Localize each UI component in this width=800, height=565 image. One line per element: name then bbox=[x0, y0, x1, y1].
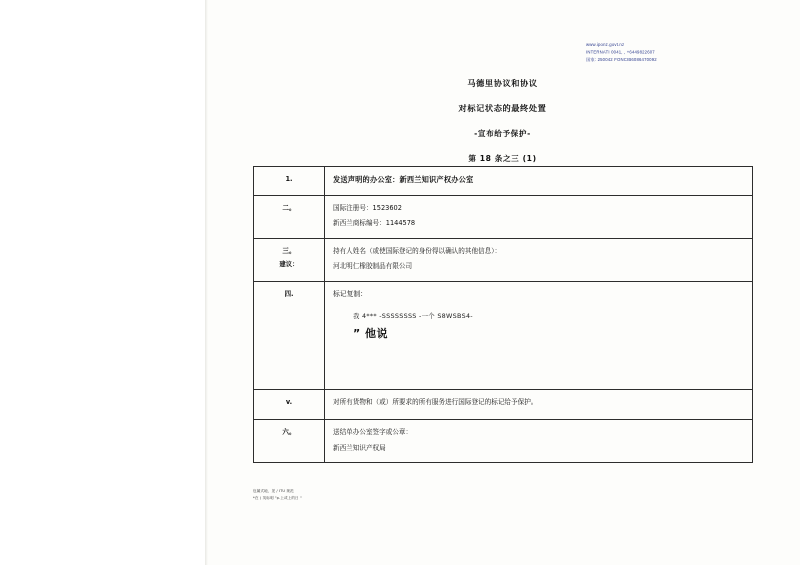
scan-background-left bbox=[0, 0, 205, 565]
row-content-4 bbox=[325, 281, 753, 389]
table-row bbox=[254, 281, 753, 389]
stamp-line-2: INTERNATI 0041, , +6449822607 bbox=[586, 49, 655, 55]
mark-reproduction-label: 标记复制： bbox=[333, 289, 367, 298]
document-heading bbox=[205, 78, 800, 164]
row-number-3-sub: 建议： bbox=[279, 260, 299, 269]
office-stamp-block bbox=[586, 42, 751, 64]
row-number-5: v. bbox=[254, 389, 325, 420]
mark-reproduction-artwork bbox=[353, 311, 744, 343]
signature-office: 新西兰知识产权局 bbox=[333, 443, 386, 452]
footnotes bbox=[253, 488, 553, 502]
row-number-3 bbox=[254, 238, 325, 281]
protection-statement: 对所有货物和（或）所要求的所有服务进行国际登记的标记给予保护。 bbox=[333, 397, 538, 406]
row-content-5 bbox=[325, 389, 753, 420]
row-content-1 bbox=[325, 167, 753, 196]
footnote-line-2: *在 ( 英标明 "p.上或上的日 '' bbox=[253, 495, 303, 500]
row-content-2 bbox=[325, 195, 753, 238]
heading-line-4: 第 18 条之三 (1) bbox=[468, 154, 537, 163]
heading-line-3: -宣布给予保护- bbox=[474, 129, 531, 138]
table-row bbox=[254, 195, 753, 238]
table-row bbox=[254, 389, 753, 420]
heading-line-2: 对标记状态的最终处置 bbox=[458, 103, 547, 113]
sending-office-text: 发送声明的办公室：新西兰知识产权办公室 bbox=[333, 175, 474, 184]
table-row bbox=[254, 167, 753, 196]
heading-line-1: 马德里协议和协议 bbox=[467, 78, 538, 88]
row-number-2: 二。 bbox=[254, 195, 325, 238]
mark-artwork-line-2: ” 他说 bbox=[353, 326, 389, 340]
row-number-3-value: 三。 bbox=[282, 246, 296, 255]
mark-artwork-line-1: 我 4*** -SSSSSSSS -一个 S8WSBS4- bbox=[353, 311, 473, 320]
row-number-1: 1. bbox=[254, 167, 325, 196]
signature-label: 送结单办公室签字或公章： bbox=[333, 428, 413, 437]
nz-trademark-number: 新西兰商标编号：1144578 bbox=[333, 219, 416, 228]
stamp-line-3: 国家: 250042 FONCIB6086470092 bbox=[586, 56, 657, 62]
international-registration-number: 国际注册号：1523602 bbox=[333, 203, 402, 212]
row-number-4: 四. bbox=[254, 281, 325, 389]
footnote-line-1: 包属式地，见 / ITU 规范 bbox=[253, 489, 294, 493]
declaration-form-table bbox=[253, 166, 753, 463]
table-row bbox=[254, 420, 753, 463]
stamp-line-1: www.iponz.govt.nz bbox=[586, 42, 625, 47]
row-content-3 bbox=[325, 238, 753, 281]
table-row bbox=[254, 238, 753, 281]
holder-name-value: 河北明仁橡胶制品有限公司 bbox=[333, 262, 413, 271]
row-number-6: 六。 bbox=[254, 420, 325, 463]
row-content-6 bbox=[325, 420, 753, 463]
holder-name-label: 持有人姓名（或使国际登记的身份得以确认的其他信息）： bbox=[333, 246, 502, 255]
scanned-document-page bbox=[205, 0, 800, 565]
